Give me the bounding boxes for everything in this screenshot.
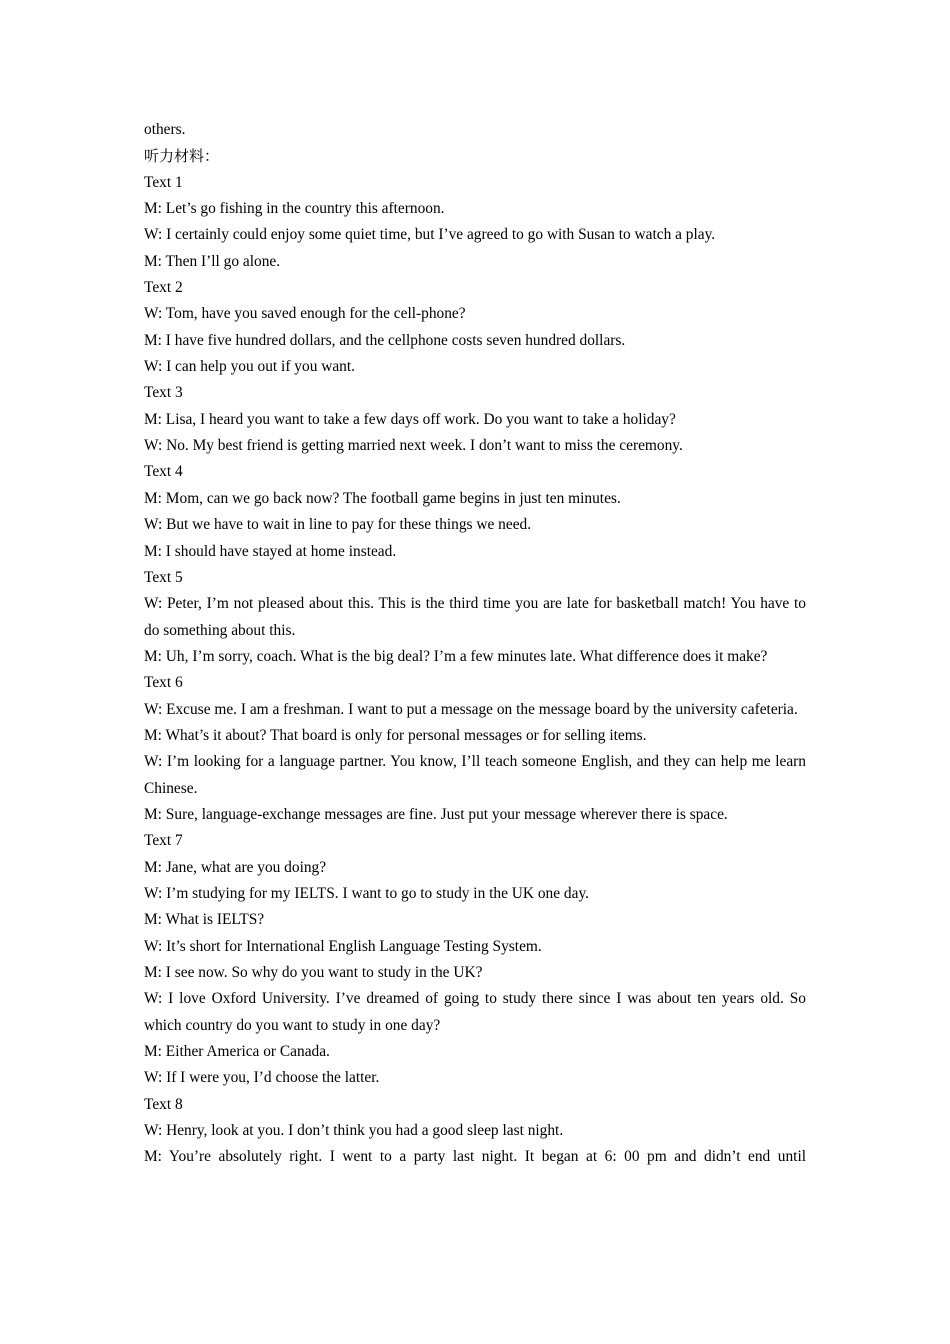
section-heading: 听力材料： bbox=[144, 147, 220, 166]
dialogue-paragraph: W: Peter, I’m not pleased about this. This is the third time you are late for basketball match! You have to do something about this. bbox=[144, 595, 806, 639]
dialogue-line: M: Mom, can we go back now? The football game begins in just ten minutes. bbox=[144, 489, 621, 507]
dialogue-line: M: Let’s go fishing in the country this afternoon. bbox=[144, 200, 445, 218]
dialogue-paragraph: W: Excuse me. I am a freshman. I want to put a message on the message board by the university cafeteria. bbox=[144, 700, 798, 718]
text-heading: Text 8 bbox=[144, 1095, 183, 1113]
dialogue-line: W: I’m studying for my IELTS. I want to go to study in the UK one day. bbox=[144, 884, 589, 902]
dialogue-line: M: Lisa, I heard you want to take a few days off work. Do you want to take a holiday? bbox=[144, 410, 676, 428]
dialogue-line: W: No. My best friend is getting married next week. I don’t want to miss the ceremony. bbox=[144, 437, 683, 455]
dialogue-line: W: If I were you, I’d choose the latter. bbox=[144, 1069, 380, 1087]
dialogue-line: M: Either America or Canada. bbox=[144, 1043, 330, 1061]
dialogue-line: M: What’s it about? That board is only for personal messages or for selling items. bbox=[144, 726, 647, 744]
text-heading: Text 5 bbox=[144, 568, 183, 586]
dialogue-line: W: I can help you out if you want. bbox=[144, 358, 355, 376]
dialogue-paragraph: W: I’m looking for a language partner. You know, I’ll teach someone English, and they can help me learn Chinese. bbox=[144, 753, 806, 797]
text-heading: Text 3 bbox=[144, 384, 183, 402]
dialogue-line: W: Henry, look at you. I don’t think you had a good sleep last night. bbox=[144, 1122, 564, 1140]
dialogue-line: M: Jane, what are you doing? bbox=[144, 858, 327, 876]
dialogue-line: W: Tom, have you saved enough for the cell-phone? bbox=[144, 305, 466, 323]
dialogue-line: W: I certainly could enjoy some quiet time, but I’ve agreed to go with Susan to watch a play. bbox=[144, 226, 716, 244]
dialogue-line: W: It’s short for International English Language Testing System. bbox=[144, 937, 542, 955]
dialogue-line: M: I should have stayed at home instead. bbox=[144, 542, 397, 560]
dialogue-paragraph: M: Uh, I’m sorry, coach. What is the big deal? I’m a few minutes late. What difference does it make? bbox=[144, 647, 768, 665]
text-heading: Text 7 bbox=[144, 832, 183, 850]
dialogue-line: M: Then I’ll go alone. bbox=[144, 252, 281, 270]
dialogue-line: M: Sure, language-exchange messages are fine. Just put your message wherever there is space. bbox=[144, 805, 728, 823]
dialogue-paragraph: M: You’re absolutely right. I went to a party last night. It began at 6: 00 pm and didn’t end until bbox=[144, 1148, 806, 1166]
dialogue-paragraph: W: I love Oxford University. I’ve dreamed of going to study there since I was about ten years old. So which country do you want to study in one day? bbox=[144, 990, 806, 1034]
document-page bbox=[144, 117, 806, 1171]
dialogue-line: W: But we have to wait in line to pay for these things we need. bbox=[144, 516, 532, 534]
text-heading: Text 4 bbox=[144, 463, 183, 481]
text-heading: Text 6 bbox=[144, 674, 183, 692]
text-heading: Text 2 bbox=[144, 279, 183, 297]
dialogue-line: M: I see now. So why do you want to study in the UK? bbox=[144, 964, 483, 981]
dialogue-line: M: What is IELTS? bbox=[144, 911, 265, 929]
text-line: others. bbox=[144, 121, 186, 138]
text-heading: Text 1 bbox=[144, 173, 183, 191]
dialogue-line: M: I have five hundred dollars, and the cellphone costs seven hundred dollars. bbox=[144, 331, 626, 349]
